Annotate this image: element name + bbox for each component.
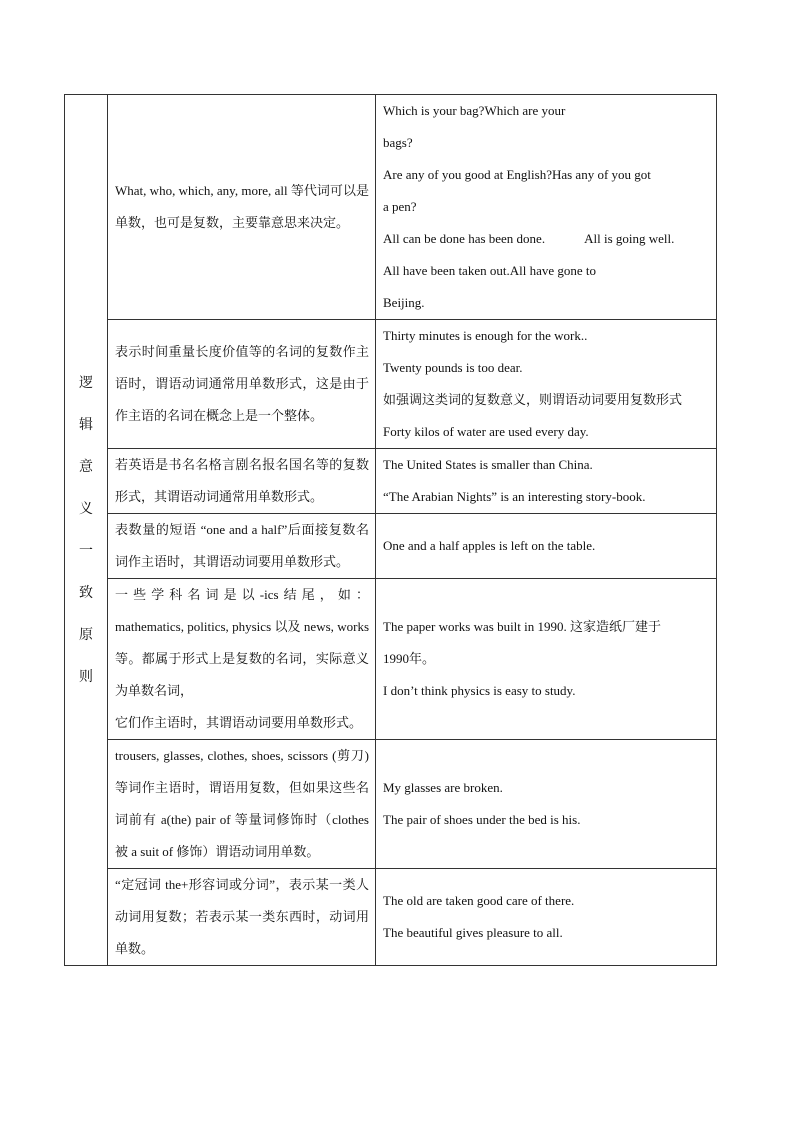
example-line: “The Arabian Nights” is an interesting story-book. <box>383 489 646 504</box>
rule-text: 表数量的短语 “one and a half”后面接复数名词作主语时，其谓语动词要用单数形式。 <box>115 522 369 569</box>
example-line: 如强调这类词的复数意义，则谓语动词要用复数形式 <box>383 392 683 407</box>
example-line: The pair of shoes under the bed is his. <box>383 812 581 827</box>
example-line: Twenty pounds is too dear. <box>383 360 523 375</box>
side-label-char: 意 <box>79 459 93 475</box>
rule-text: 表示时间重量长度价值等的名词的复数作主语时，谓语动词通常用单数形式，这是由于作主语的名词在概念上是一个整体。 <box>115 344 369 423</box>
example-text: All have gone to <box>509 263 597 278</box>
rule-text: What, who, which, any, more, all 等代词可以是单数，也可是复数，主要靠意思来决定。 <box>115 183 369 230</box>
example-cell <box>376 320 717 449</box>
example-text: All have been taken out. <box>383 263 510 278</box>
example-cell <box>376 514 717 579</box>
example-line: One and a half apples is left on the table. <box>383 538 596 553</box>
rule-text: “定冠词 the+形容词或分词”，表示某一类人动词用复数；若表示某一类东西时，动词用单数。 <box>115 877 369 956</box>
example-line: Thirty minutes is enough for the work.. <box>383 328 588 343</box>
example-cell <box>376 740 717 869</box>
example-line <box>383 95 710 127</box>
side-label-cell <box>65 95 108 966</box>
example-text: Has any of you got <box>551 167 651 182</box>
table-row <box>65 740 717 869</box>
rule-text: 一些学科名词是以-ics结尾，如：mathematics, politics, physics 以及 news, works 等。都属于形式上是复数的名词，实际意义为单数名词， <box>115 587 369 698</box>
side-label-char: 则 <box>79 669 93 685</box>
example-line: Forty kilos of water are used every day. <box>383 424 589 439</box>
example-line: bags? <box>383 135 413 150</box>
grammar-table <box>64 94 717 966</box>
side-label-char: 一 <box>79 543 93 559</box>
example-line: 1990年。 <box>383 651 436 666</box>
side-label-char: 原 <box>79 627 93 643</box>
table-row <box>65 449 717 514</box>
rule-cell <box>108 740 376 869</box>
example-cell <box>376 579 717 740</box>
table-row <box>65 869 717 966</box>
rule-cell <box>108 514 376 579</box>
example-line: Beijing. <box>383 295 425 310</box>
side-label-char: 义 <box>79 501 93 517</box>
example-text: Which is your bag? <box>383 103 485 118</box>
example-line <box>383 255 710 287</box>
side-label-char: 致 <box>79 585 93 601</box>
side-label-char: 辑 <box>79 417 93 433</box>
rule-text: 若英语是书名名格言剧名报名国名等的复数形式，其谓语动词通常用单数形式。 <box>115 457 369 504</box>
example-line: I don’t think physics is easy to study. <box>383 683 576 698</box>
table-row <box>65 95 717 320</box>
example-line: The paper works was built in 1990. 这家造纸厂建于 <box>383 619 662 634</box>
example-line: The United States is smaller than China. <box>383 457 593 472</box>
rule-cell <box>108 869 376 966</box>
rule-cell <box>108 95 376 320</box>
example-line: The old are taken good care of there. <box>383 893 575 908</box>
example-line <box>383 159 710 191</box>
example-text: Which are your <box>484 103 566 118</box>
rule-cell <box>108 579 376 740</box>
example-cell <box>376 869 717 966</box>
example-line: The beautiful gives pleasure to all. <box>383 925 563 940</box>
rule-cell <box>108 320 376 449</box>
example-text: All is going well. <box>584 231 675 246</box>
table-row <box>65 320 717 449</box>
side-label-char: 逻 <box>79 375 93 391</box>
rule-text: trousers, glasses, clothes, shoes, scissors (剪刀)等词作主语时，谓语用复数，但如果这些名词前有 a(the) pair of 等量词修饰时（clothes被 a suit of 修饰）谓语动词用单数。 <box>115 748 369 859</box>
rule-text: 它们作主语时，其谓语动词要用单数形式。 <box>115 715 363 730</box>
example-line <box>383 223 710 255</box>
example-cell <box>376 95 717 320</box>
example-text: Are any of you good at English? <box>383 167 552 182</box>
table-row <box>65 514 717 579</box>
rule-cell <box>108 449 376 514</box>
example-cell <box>376 449 717 514</box>
example-text: All can be done has been done. <box>383 231 546 246</box>
table-row <box>65 579 717 740</box>
example-line: My glasses are broken. <box>383 780 503 795</box>
example-line: a pen? <box>383 199 417 214</box>
